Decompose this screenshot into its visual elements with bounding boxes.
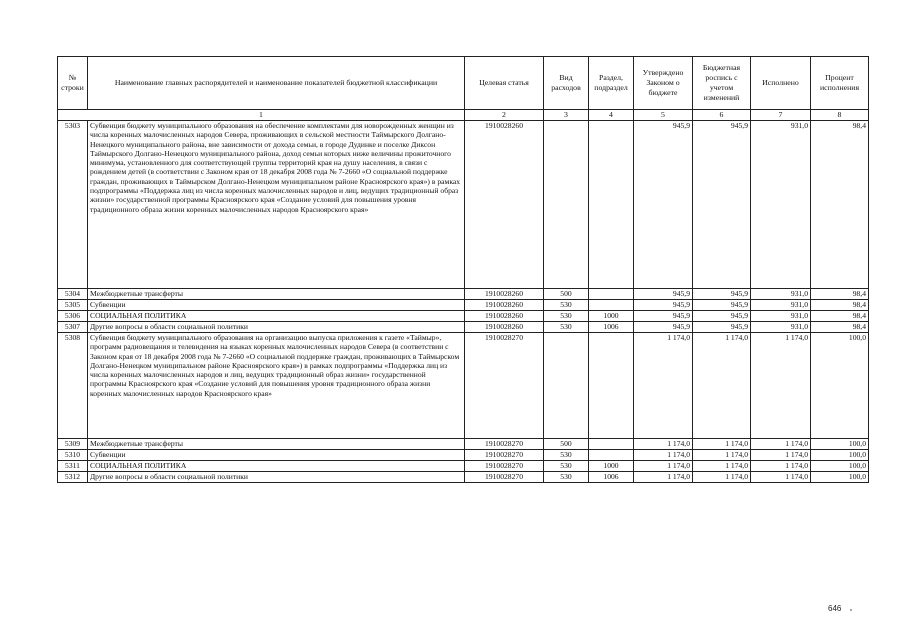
- cell-target: 1910028260: [465, 289, 544, 300]
- cell-name: Субвенция бюджету муниципального образования на обеспечение комплектами для новорожденных женщин из числа коренных малочисленных народов Севера, проживающих в сельской местности Таймырского Долгано-Ненецкого муниципального района, вне зависимости от дохода семьи, в городе Дудинке и поселке Диксон Таймырского Долгано-Ненецкого муниципального района, доход семьи которых ниже величины прожиточного минимума, установленного для соответствующей группы территорий края на душу населения, в связи с рождением детей (в соответствии с Законом края от 18 декабря 2008 года № 7-2660 «О социальной поддержке граждан, проживающих в Таймырском Долгано-Ненецком муниципальном районе Красноярского края») в рамках подпрограммы «Поддержка лиц из числа коренных малочисленных народов и лиц, ведущих традиционный образ жизни» государственной программы Красноярского края «Создание условий для повышения уровня традиционного образа жизни коренных малочисленных народов Красноярского края»: [88, 121, 465, 289]
- cell-expense-type: 530: [544, 311, 589, 322]
- cell-row-number: 5308: [58, 333, 88, 439]
- header-exp-type: Вид расходов: [544, 57, 589, 110]
- cell-section: 1000: [589, 461, 634, 472]
- cell-percent: 98,4: [811, 322, 869, 333]
- cell-section: [589, 439, 634, 450]
- cell-target: 1910028270: [465, 450, 544, 461]
- column-number: 6: [693, 110, 751, 121]
- cell-target: 1910028270: [465, 472, 544, 483]
- column-number: 7: [751, 110, 811, 121]
- cell-expense-type: 530: [544, 461, 589, 472]
- cell-percent: 100,0: [811, 461, 869, 472]
- cell-approved: 945,9: [634, 300, 693, 311]
- cell-target: 1910028260: [465, 121, 544, 289]
- table-row: [58, 289, 869, 300]
- cell-row-number: 5305: [58, 300, 88, 311]
- cell-executed: 931,0: [751, 300, 811, 311]
- cell-percent: 98,4: [811, 311, 869, 322]
- cell-row-number: 5312: [58, 472, 88, 483]
- cell-percent: 98,4: [811, 300, 869, 311]
- cell-approved: 1 174,0: [634, 439, 693, 450]
- cell-approved: 945,9: [634, 311, 693, 322]
- column-number: 8: [811, 110, 869, 121]
- cell-row-number: 5311: [58, 461, 88, 472]
- cell-expense-type: 530: [544, 472, 589, 483]
- cell-row-number: 5306: [58, 311, 88, 322]
- table-row: [58, 439, 869, 450]
- header-target: Целевая статья: [465, 57, 544, 110]
- cell-budget-list: 1 174,0: [693, 333, 751, 439]
- cell-executed: 931,0: [751, 121, 811, 289]
- column-number: 1: [58, 110, 465, 121]
- cell-budget-list: 945,9: [693, 311, 751, 322]
- scan-speck: [850, 609, 852, 611]
- cell-name: Другие вопросы в области социальной политики: [88, 472, 465, 483]
- cell-section: 1006: [589, 472, 634, 483]
- cell-expense-type: [544, 333, 589, 439]
- column-number-row: [58, 110, 869, 121]
- cell-row-number: 5304: [58, 289, 88, 300]
- cell-target: 1910028260: [465, 322, 544, 333]
- header-executed: Исполнено: [751, 57, 811, 110]
- cell-executed: 931,0: [751, 311, 811, 322]
- cell-name: Межбюджетные трансферты: [88, 439, 465, 450]
- header-budget-list: Бюджетная роспись с учетом изменений: [693, 57, 751, 110]
- table-body: [58, 121, 869, 483]
- cell-section: [589, 289, 634, 300]
- cell-approved: 1 174,0: [634, 333, 693, 439]
- cell-executed: 1 174,0: [751, 472, 811, 483]
- header-approved: Утверждено Законом о бюджете: [634, 57, 693, 110]
- cell-row-number: 5310: [58, 450, 88, 461]
- column-number: 3: [544, 110, 589, 121]
- cell-budget-list: 1 174,0: [693, 450, 751, 461]
- cell-section: [589, 121, 634, 289]
- budget-table: [57, 56, 869, 483]
- cell-expense-type: 500: [544, 289, 589, 300]
- cell-percent: 100,0: [811, 333, 869, 439]
- cell-executed: 1 174,0: [751, 450, 811, 461]
- cell-target: 1910028270: [465, 439, 544, 450]
- cell-expense-type: 530: [544, 322, 589, 333]
- cell-target: 1910028260: [465, 311, 544, 322]
- cell-approved: 1 174,0: [634, 450, 693, 461]
- table-row: [58, 450, 869, 461]
- table-row: [58, 461, 869, 472]
- cell-row-number: 5307: [58, 322, 88, 333]
- cell-expense-type: 500: [544, 439, 589, 450]
- cell-row-number: 5303: [58, 121, 88, 289]
- cell-section: [589, 333, 634, 439]
- cell-name: Субвенция бюджету муниципального образования на организацию выпуска приложения к газете «Таймыр», программ радиовещания и телевидения на языках коренных малочисленных народов Севера (в соответствии с Законом края от 18 декабря 2008 года № 7-2660 «О социальной поддержке граждан, проживающих в Таймырском Долгано-Ненецком муниципальном районе Красноярского края») в рамках подпрограммы «Поддержка лиц из числа коренных малочисленных народов и лиц, ведущих традиционный образ жизни» государственной программы Красноярского края «Создание условий для повышения уровня традиционного образа жизни коренных малочисленных народов Красноярского края»: [88, 333, 465, 439]
- cell-percent: 98,4: [811, 289, 869, 300]
- cell-approved: 945,9: [634, 289, 693, 300]
- cell-expense-type: [544, 121, 589, 289]
- column-number: 4: [589, 110, 634, 121]
- cell-percent: 98,4: [811, 121, 869, 289]
- cell-budget-list: 945,9: [693, 121, 751, 289]
- header-row-no: № строки: [58, 57, 88, 110]
- table-row: [58, 472, 869, 483]
- cell-expense-type: 530: [544, 450, 589, 461]
- cell-section: 1006: [589, 322, 634, 333]
- cell-percent: 100,0: [811, 450, 869, 461]
- cell-name: Межбюджетные трансферты: [88, 289, 465, 300]
- cell-target: 1910028270: [465, 333, 544, 439]
- cell-budget-list: 945,9: [693, 300, 751, 311]
- cell-name: Субвенции: [88, 450, 465, 461]
- cell-approved: 945,9: [634, 121, 693, 289]
- cell-name: СОЦИАЛЬНАЯ ПОЛИТИКА: [88, 311, 465, 322]
- header-section: Раздел, подраздел: [589, 57, 634, 110]
- table-row: [58, 322, 869, 333]
- header-percent: Процент исполнения: [811, 57, 869, 110]
- cell-name: Субвенции: [88, 300, 465, 311]
- cell-executed: 931,0: [751, 322, 811, 333]
- cell-executed: 1 174,0: [751, 461, 811, 472]
- header-name: Наименование главных распорядителей и наименование показателей бюджетной классификации: [88, 57, 465, 110]
- column-number: 5: [634, 110, 693, 121]
- cell-percent: 100,0: [811, 439, 869, 450]
- table-row: [58, 311, 869, 322]
- cell-section: 1000: [589, 311, 634, 322]
- cell-budget-list: 945,9: [693, 322, 751, 333]
- cell-section: [589, 450, 634, 461]
- cell-budget-list: 1 174,0: [693, 439, 751, 450]
- cell-budget-list: 1 174,0: [693, 472, 751, 483]
- table-row: [58, 121, 869, 289]
- cell-target: 1910028270: [465, 461, 544, 472]
- cell-row-number: 5309: [58, 439, 88, 450]
- cell-approved: 1 174,0: [634, 472, 693, 483]
- cell-approved: 1 174,0: [634, 461, 693, 472]
- cell-target: 1910028260: [465, 300, 544, 311]
- cell-name: Другие вопросы в области социальной политики: [88, 322, 465, 333]
- cell-executed: 1 174,0: [751, 333, 811, 439]
- header-row: [58, 57, 869, 110]
- table-row: [58, 300, 869, 311]
- cell-budget-list: 1 174,0: [693, 461, 751, 472]
- cell-percent: 100,0: [811, 472, 869, 483]
- cell-budget-list: 945,9: [693, 289, 751, 300]
- cell-executed: 1 174,0: [751, 439, 811, 450]
- table-row: [58, 333, 869, 439]
- cell-section: [589, 300, 634, 311]
- page-number: 646: [828, 604, 842, 613]
- cell-name: СОЦИАЛЬНАЯ ПОЛИТИКА: [88, 461, 465, 472]
- column-number: 2: [465, 110, 544, 121]
- cell-approved: 945,9: [634, 322, 693, 333]
- cell-executed: 931,0: [751, 289, 811, 300]
- cell-expense-type: 530: [544, 300, 589, 311]
